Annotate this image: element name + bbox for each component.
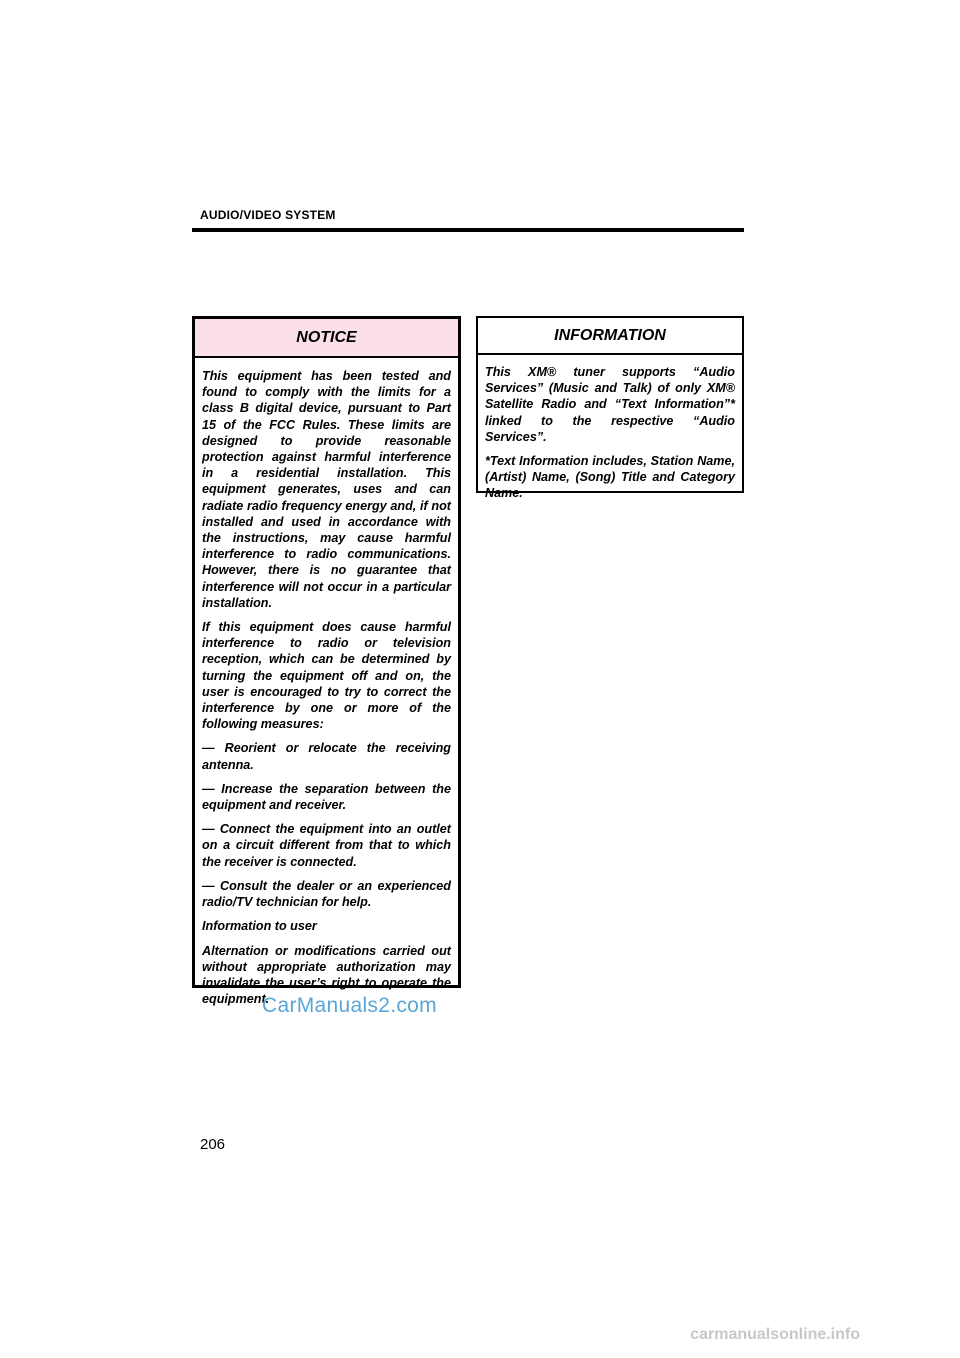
notice-body (195, 358, 458, 1007)
footer-watermark: carmanualsonline.info (690, 1326, 860, 1343)
notice-paragraph: — Increase the separation between the equipment and receiver. (202, 781, 451, 813)
information-paragraph: This XM® tuner supports “Audio Services” (Music and Talk) of only XM® Satellite Radio and “Text Information”* linked to the respective “Audio Services”. (485, 365, 735, 444)
information-heading: INFORMATION (478, 318, 742, 355)
page-number: 206 (200, 1136, 226, 1153)
notice-paragraph: — Reorient or relocate the receiving antenna. (202, 741, 451, 772)
notice-paragraph: Information to user (202, 919, 317, 934)
notice-paragraph: This equipment has been tested and found to comply with the limits for a class B digital device, pursuant to Part 15 of the FCC Rules. These limits are designed to provide reasonable protection against harmful interference in a residential installation. This equipment generates, uses and can radiate radio frequency energy and, if not installed and used in accordance with the instructions, may cause harmful interference to radio communications. However, there is no guarantee that interference will not occur in a particular installation. (202, 369, 451, 610)
notice-paragraph: Alternation or modifications carried out without appropriate authorization may invalidate the user’s right to operate the equipment. (202, 943, 451, 1007)
watermark-link[interactable]: CarManuals2.com (262, 994, 437, 1017)
notice-heading: NOTICE (195, 319, 458, 358)
information-box (476, 316, 744, 501)
notice-paragraph: — Consult the dealer or an experienced radio/TV technician for help. (202, 878, 451, 910)
notice-paragraph: — Connect the equipment into an outlet on a circuit different from that to which the receiver is connected. (202, 822, 451, 869)
header-rule (192, 228, 744, 232)
section-title: AUDIO/VIDEO SYSTEM (200, 208, 336, 222)
information-body (478, 355, 742, 502)
notice-paragraph: If this equipment does cause harmful interference to radio or television reception, which can be determined by turning the equipment off and on, the user is encouraged to try to correct the interference by one or more of the following measures: (202, 620, 451, 732)
information-paragraph: *Text Information includes, Station Name, (Artist) Name, (Song) Title and Category Name. (485, 454, 735, 501)
